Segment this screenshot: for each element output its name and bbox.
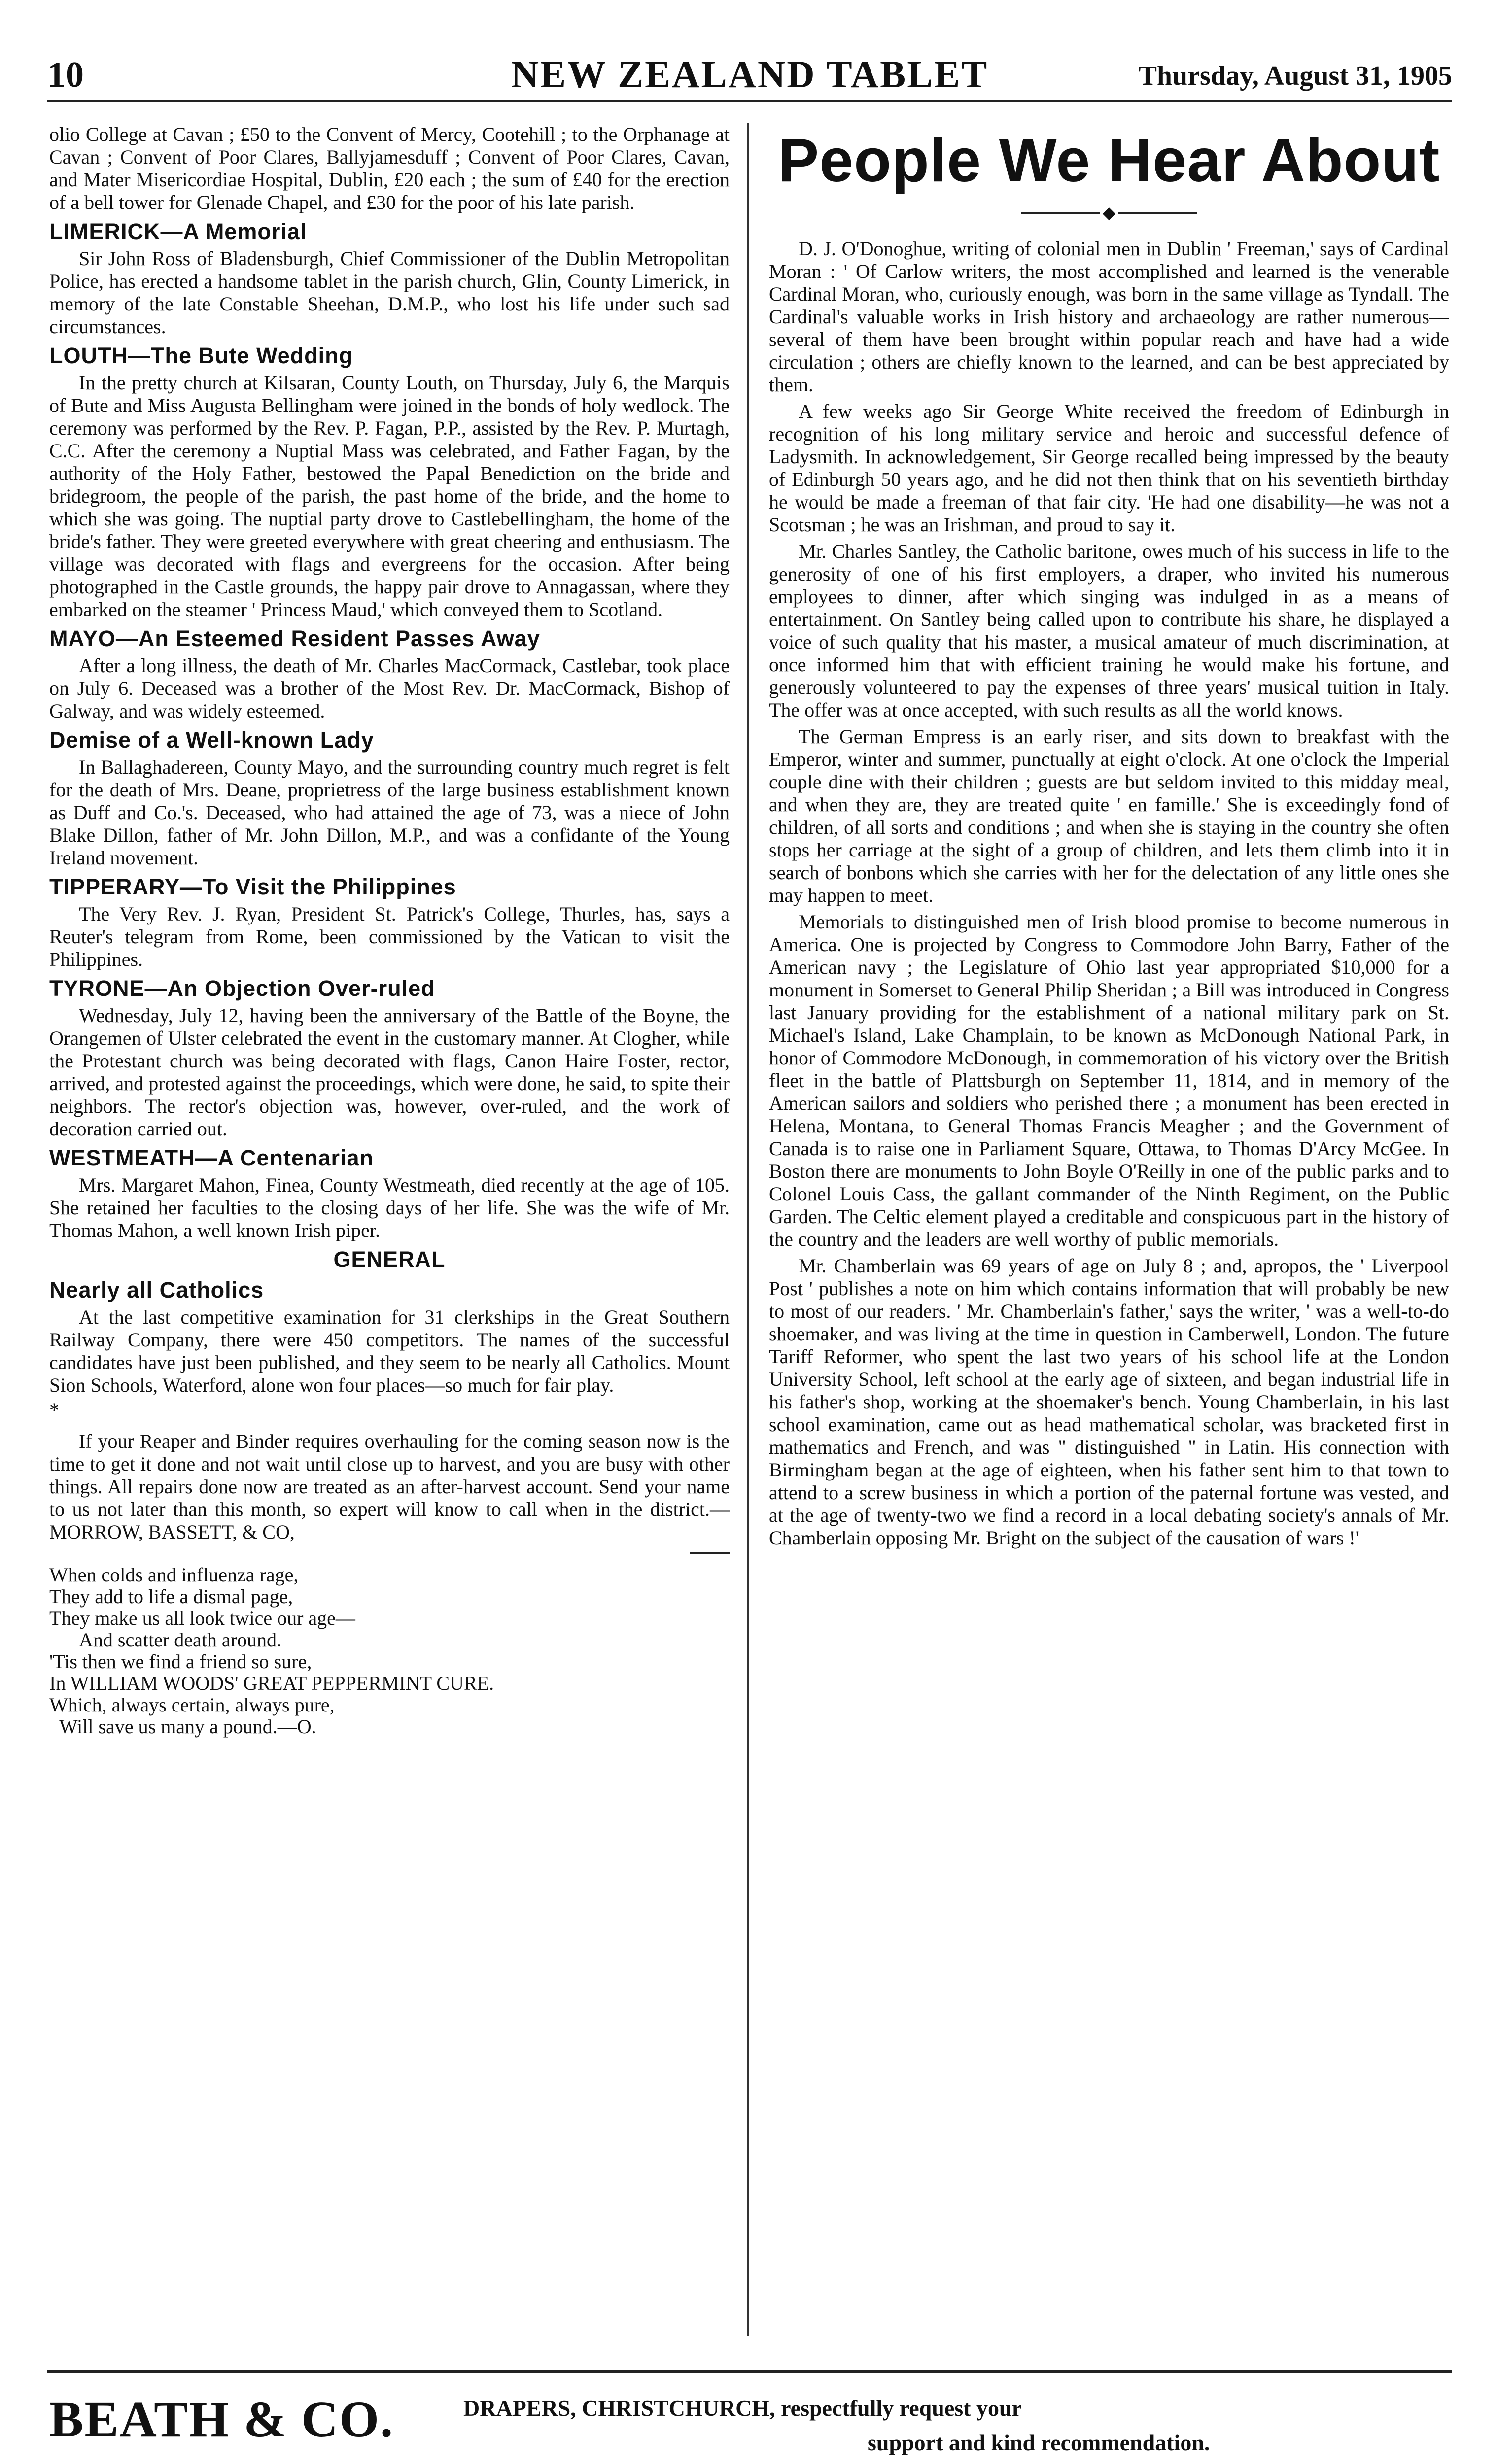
louth-heading: LOUTH—The Bute Wedding	[49, 343, 353, 368]
poem-line: When colds and influenza rage,	[49, 1564, 299, 1586]
mayo-paragraph: After a long illness, the death of Mr. Charles MacCormack, Castlebar, took place on July 6. Deceased was a brother of the Most Rev. Dr. MacCormack, Bishop of Galway, and was widely esteemed.	[49, 654, 730, 722]
intro-paragraph: olio College at Cavan ; £50 to the Convent of Mercy, Cootehill ; to the Orphanage at Cavan ; Convent of Poor Clares, Ballyjamesduff ; Convent of Poor Clares, Cavan, and Mater Misericordiae Hospital, Dublin, £20 each ; the sum of £40 for the erection of a bell tower for Glenade Chapel, and £30 for the poor of his late parish.	[49, 123, 730, 213]
poem-line: Which, always certain, always pure,	[49, 1694, 335, 1716]
separator-star: *	[49, 1399, 59, 1421]
tipperary-paragraph: The Very Rev. J. Ryan, President St. Patrick's College, Thurles, has, says a Reuter's telegram from Rome, been commissioned by the Vatican to visit the Philippines.	[49, 903, 730, 970]
westmeath-paragraph: Mrs. Margaret Mahon, Finea, County Westmeath, died recently at the age of 105. She retained her faculties to the closing days of her life. She was the wife of Mr. Thomas Mahon, a well known Irish piper.	[49, 1174, 730, 1241]
chamberlain-paragraph: Mr. Chamberlain was 69 years of age on July 8 ; and, apropos, the ' Liverpool Post ' publishes a note on him which contains information that will probably be new to most of our readers. ' Mr. Chamberlain's father,' says the writer, ' was a well-to-do shoemaker, and was living at the time in question in Camberwell, London. The future Tariff Reformer, who spent the last two years of his school life at the London University School, left school at the early age of sixteen, and began industrial life in his father's shop, working at the shoemaker's bench. Young Chamberlain, in his last school examination, came out as head mathematical scholar, was bracketed first in mathematics and French, and was " distinguished " in Latin. His connection with Birmingham began at the age of eighteen, when his father sent him to that town to attend to a screw business in which a portion of the paternal fortune was vested, and at the age of twenty-two we find a record in a local debating society's annals of Mr. Chamberlain opposing Mr. Bright on the subject of the causation of wars !'	[769, 1255, 1449, 1549]
left-column	[49, 123, 730, 2336]
poem-line: They add to life a dismal page,	[49, 1585, 293, 1608]
demise-heading: Demise of a Well-known Lady	[49, 727, 374, 753]
column-divider	[747, 123, 749, 2336]
tyrone-heading: TYRONE—An Objection Over-ruled	[49, 976, 435, 1001]
empress-paragraph: The German Empress is an early riser, and sits down to breakfast with the Emperor, winter and summer, punctually at eight o'clock. At one o'clock the Imperial couple dine with their children ; guests are but seldom invited to this midday meal, and when they are, they are treated quite ' en famille.' She is exceedingly fond of children, of all sorts and conditions ; and when she is staying in the country she often stops her carriage at the sight of a group of children, and lets them climb into it in search of bonbons which she carries with her for the delectation of any little ones she may happen to meet.	[769, 725, 1449, 906]
footer-rule	[47, 2370, 1452, 2373]
mayo-heading: MAYO—An Esteemed Resident Passes Away	[49, 626, 540, 651]
footer-line-1: DRAPERS, CHRISTCHURCH, respectfully request your	[463, 2396, 1022, 2421]
page-number: 10	[47, 55, 84, 95]
poem-line: And scatter death around.	[79, 1629, 281, 1651]
ornament-rule-left	[1021, 212, 1100, 214]
page-header	[47, 45, 1452, 102]
right-column	[769, 123, 1449, 2336]
people-headline: People We Hear About	[778, 127, 1440, 195]
tyrone-paragraph: Wednesday, July 12, having been the anniversary of the Battle of the Boyne, the Orangemen of Ulster celebrated the event in the customary manner. At Clogher, while the Protestant church was being decorated with flags, Canon Haire Foster, rector, arrived, and protested against the proceedings, which were done, he said, to spite their neighbors. The rector's objection was, however, over-ruled, and the work of decoration carried out.	[49, 1004, 730, 1140]
white-paragraph: A few weeks ago Sir George White received the freedom of Edinburgh in recognition of his long military service and heroic and successful defence of Ladysmith. In acknowledgement, Sir George recalled being impressed by the beauty of Edinburgh 50 years ago, and he did not then think that on his seventieth birthday he would be made a freeman of that fair city. 'He had one disability—he was not a Scotsman ; he was an Irishman, and proud to say it.	[769, 400, 1449, 536]
diamond-icon: ◆	[1102, 204, 1116, 222]
westmeath-heading: WESTMEATH—A Centenarian	[49, 1145, 374, 1170]
short-rule	[690, 1552, 730, 1554]
memorials-paragraph: Memorials to distinguished men of Irish blood promise to become numerous in America. One is projected by Congress to Commodore John Barry, Father of the American navy ; the Legislature of Ohio last year appropriated $10,000 for a monument in Somerset to General Philip Sheridan ; a Bill was introduced in Congress last January providing for the establishment of a national military park on St. Michael's Island, Lake Champlain, to be known as McDonough National Park, in honor of Commodore McDonough, in commemoration of his victory over the British fleet in the battle of Plattsburgh on September 11, 1814, and in memory of the American sailors and soldiers who perished there ; a monument has been erected in Helena, Montana, to General Thomas Francis Meagher ; and the Government of Canada is to raise one in Parliament Square, Ottawa, to Thomas D'Arcy McGee. In Boston there are monuments to John Boyle O'Reilly in one of the public parks and to Colonel Louis Cass, the gallant commander of the Ninth Regiment, on the Public Garden. The Celtic element played a creditable and conspicuous part in the history of the country and the leaders are well worthy of public memorials.	[769, 911, 1449, 1250]
moran-paragraph: D. J. O'Donoghue, writing of colonial men in Dublin ' Freeman,' says of Cardinal Moran : ' Of Carlow writers, the most accomplished and learned is the venerable Cardinal Moran, who, curiously enough, was born in the same village as Tyndall. The Cardinal's valuable works in Irish history and archaeology are rather numerous—several of them have been brought within popular reach and have had a wide circulation ; others are chiefly known to the learned, and can be best appreciated by them.	[769, 238, 1449, 396]
louth-paragraph: In the pretty church at Kilsaran, County Louth, on Thursday, July 6, the Marquis of Bute and Miss Augusta Bellingham were joined in the bonds of holy wedlock. The ceremony was performed by the Rev. P. Fagan, P.P., assisted by the Rev. P. Murtagh, C.C. After the ceremony a Nuptial Mass was celebrated, and Father Fagan, by the authority of the Holy Father, bestowed the Papal Benediction on the bride and bridegroom, the people of the parish, the past home of the bride, and the home to which she was going. The nuptial party drove to Castlebellingham, the home of the bride's father. They were greeted everywhere with great cheering and enthusiasm. The village was decorated with flags and evergreens for the occasion. After being photographed in the Castle grounds, the happy pair drove to Annagassan, where they embarked on the steamer ' Princess Maud,' which conveyed them to Scotland.	[49, 372, 730, 620]
poem-line: 'Tis then we find a friend so sure,	[49, 1650, 312, 1673]
headline-ornament	[769, 203, 1449, 223]
footer-line-2: support and kind recommendation.	[868, 2430, 1210, 2455]
reaper-advert: If your Reaper and Binder requires overhauling for the coming season now is the time to get it done and not wait until close up to harvest, and you are busy with other things. All repairs done now are treated as an after-harvest account. Send your name to us not later than this month, so expert will know to call when in the district.—MORROW, BASSETT, & CO,	[49, 1430, 730, 1543]
poem-line: They make us all look twice our age—	[49, 1607, 355, 1629]
santley-paragraph: Mr. Charles Santley, the Catholic baritone, owes much of his success in life to the generosity of one of his first employers, a draper, who invited his numerous employees to dinner, after which singing was indulged in as a means of entertainment. On Santley being called upon to contribute his share, he displayed a voice of such quality that his master, a musical amateur of much discrimination, at once informed him that with efficient training he would make his fortune, and generously volunteered to pay the expenses of three years' musical tuition in Italy. The offer was at once accepted, with such results as all the world knows.	[769, 540, 1449, 721]
footer-brand: BEATH & CO.	[49, 2391, 394, 2448]
publication-title: NEW ZEALAND TABLET	[511, 53, 989, 96]
catholics-paragraph: At the last competitive examination for 31 clerkships in the Great Southern Railway Company, there were 450 competitors. The names of the successful candidates have just been published, and they seem to be nearly all Catholics. Mount Sion Schools, Waterford, alone won four places—so much for fair play.	[49, 1306, 730, 1396]
limerick-paragraph: Sir John Ross of Bladensburgh, Chief Commissioner of the Dublin Metropolitan Police, has erected a handsome tablet in the parish church, Glin, County Limerick, in memory of the late Constable Sheehan, D.M.P., who lost his life under such sad circumstances.	[49, 247, 730, 338]
general-heading: GENERAL	[333, 1247, 446, 1272]
peppermint-poem	[49, 1564, 730, 1738]
demise-paragraph: In Ballaghadereen, County Mayo, and the surrounding country much regret is felt for the death of Mrs. Deane, proprietress of the large business establishment known as Duff and Co.'s. Deceased, who had attained the age of 73, was a niece of John Blake Dillon, father of Mr. John Dillon, M.P., and was a confidante of the Young Ireland movement.	[49, 756, 730, 869]
ornament-rule-right	[1118, 212, 1197, 214]
catholics-heading: Nearly all Catholics	[49, 1277, 264, 1302]
poem-line: Will save us many a pound.—O.	[59, 1715, 316, 1738]
poem-line: In WILLIAM WOODS' GREAT PEPPERMINT CURE.	[49, 1672, 494, 1694]
issue-date: Thursday, August 31, 1905	[1138, 61, 1452, 91]
tipperary-heading: TIPPERARY—To Visit the Philippines	[49, 874, 456, 899]
limerick-heading: LIMERICK—A Memorial	[49, 219, 307, 244]
